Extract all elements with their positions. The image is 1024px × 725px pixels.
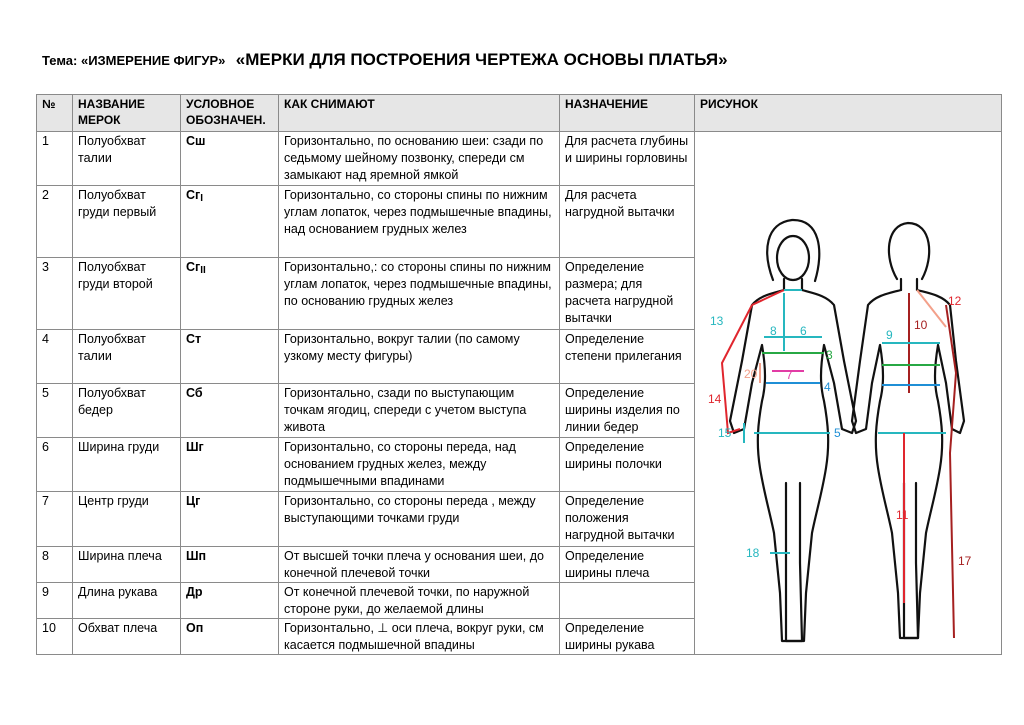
label-5: 5 [834,426,841,440]
back-labels [886,294,972,568]
row-name: Полуобхват груди первый [73,186,181,258]
row-how: Горизонтально, сзади по выступающим точкам ягодиц, спереди с учетом выступа живота [279,384,560,438]
header-num: № [37,95,73,132]
row-purpose: Для расчета нагрудной вытачки [560,186,695,258]
row-purpose: Определение положения нагрудной вытачки [560,492,695,547]
row-symbol: Шп [181,547,279,583]
row-how: Горизонтально, вокруг талии (по самому узкому месту фигуры) [279,330,560,384]
line-shoulder [752,290,784,305]
header-purpose: НАЗНАЧЕНИЕ [560,95,695,132]
label-11: 11 [896,508,909,522]
row-purpose: Определение ширины изделия по линии бедер [560,384,695,438]
main-title: «МЕРКИ ДЛЯ ПОСТРОЕНИЯ ЧЕРТЕЖА ОСНОВЫ ПЛАТЬЯ» [235,50,728,69]
row-num: 10 [37,619,73,655]
header-name: НАЗВАНИЕ МЕРОК [73,95,181,132]
label-9: 9 [886,328,893,342]
row-how: Горизонтально, со стороны спины по нижним углам лопаток, через подмышечные впадины, над основанием грудных желез [279,186,560,258]
row-symbol: Ст [181,330,279,384]
row-num: 7 [37,492,73,547]
label-7: 7 [786,368,793,382]
row-symbol: Оп [181,619,279,655]
row-num: 5 [37,384,73,438]
page-title [42,50,728,70]
row-num: 8 [37,547,73,583]
row-num: 9 [37,583,73,619]
row-symbol: $Сг_I$ [181,186,279,258]
row-purpose: Для расчета глубины и ширины горловины [560,132,695,186]
row-name: Центр груди [73,492,181,547]
header-picture: РИСУНОК [695,95,1002,132]
header-how: КАК СНИМАЮТ [279,95,560,132]
row-purpose: Определение степени прилегания [560,330,695,384]
table-row [37,132,1002,186]
label-12: 12 [948,294,962,308]
row-how: От конечной плечевой точки, по наружной стороне руки, до желаемой длины [279,583,560,619]
row-num: 1 [37,132,73,186]
row-name: Полуобхват груди второй [73,258,181,330]
row-purpose: Определение размера; для расчета нагрудной вытачки [560,258,695,330]
row-how: Горизонтально, со стороны переда , между выступающими точками груди [279,492,560,547]
row-purpose: Определение ширины плеча [560,547,695,583]
row-num: 3 [37,258,73,330]
body-measurement-figure [700,133,1002,653]
row-name: Полуобхват талии [73,330,181,384]
row-name: Обхват плеча [73,619,181,655]
row-name: Длина рукава [73,583,181,619]
label-20: 20 [744,367,758,381]
row-num: 6 [37,438,73,492]
row-how: От высшей точки плеча у основания шеи, до конечной плечевой точки [279,547,560,583]
label-15: 15 [718,426,732,440]
row-name: Ширина плеча [73,547,181,583]
label-17: 17 [958,554,972,568]
row-how: Горизонтально, со стороны переда, над основанием грудных желез, между подмышечными впадинами [279,438,560,492]
row-symbol: Цг [181,492,279,547]
row-symbol: Шг [181,438,279,492]
row-purpose: Определение ширины полочки [560,438,695,492]
row-purpose [560,583,695,619]
label-14: 14 [708,392,722,406]
row-symbol: Др [181,583,279,619]
label-3: 3 [826,348,833,362]
row-how: Горизонтально, по основанию шеи: сзади по седьмому шейному позвонку, спереди см замыкают над яремной ямкой [279,132,560,186]
row-how: Горизонтально,: со стороны спины по нижним углам лопаток, через подмышечные впадины, по основанию грудных желез [279,258,560,330]
row-num: 4 [37,330,73,384]
label-10: 10 [914,318,928,332]
row-how: Горизонтально, ⊥ оси плеча, вокруг руки, см касается подмышечной впадины [279,619,560,655]
row-num: 2 [37,186,73,258]
label-4: 4 [824,380,831,394]
label-6: 6 [800,324,807,338]
figure-cell [695,132,1002,655]
row-purpose: Определение ширины рукава [560,619,695,655]
row-name: Полуобхват бедер [73,384,181,438]
row-name: Полуобхват талии [73,132,181,186]
back-body-outline [852,223,964,638]
label-8: 8 [770,324,777,338]
topic-label: Тема: «ИЗМЕРЕНИЕ ФИГУР» [42,53,226,68]
row-name: Ширина груди [73,438,181,492]
row-symbol: Сш [181,132,279,186]
label-13: 13 [710,314,724,328]
row-symbol: $Сг_{II}$ [181,258,279,330]
label-18: 18 [746,546,760,560]
header-symbol: УСЛОВНОЕ ОБОЗНАЧЕН. [181,95,279,132]
row-symbol: Сб [181,384,279,438]
measurements-table [36,94,1002,655]
